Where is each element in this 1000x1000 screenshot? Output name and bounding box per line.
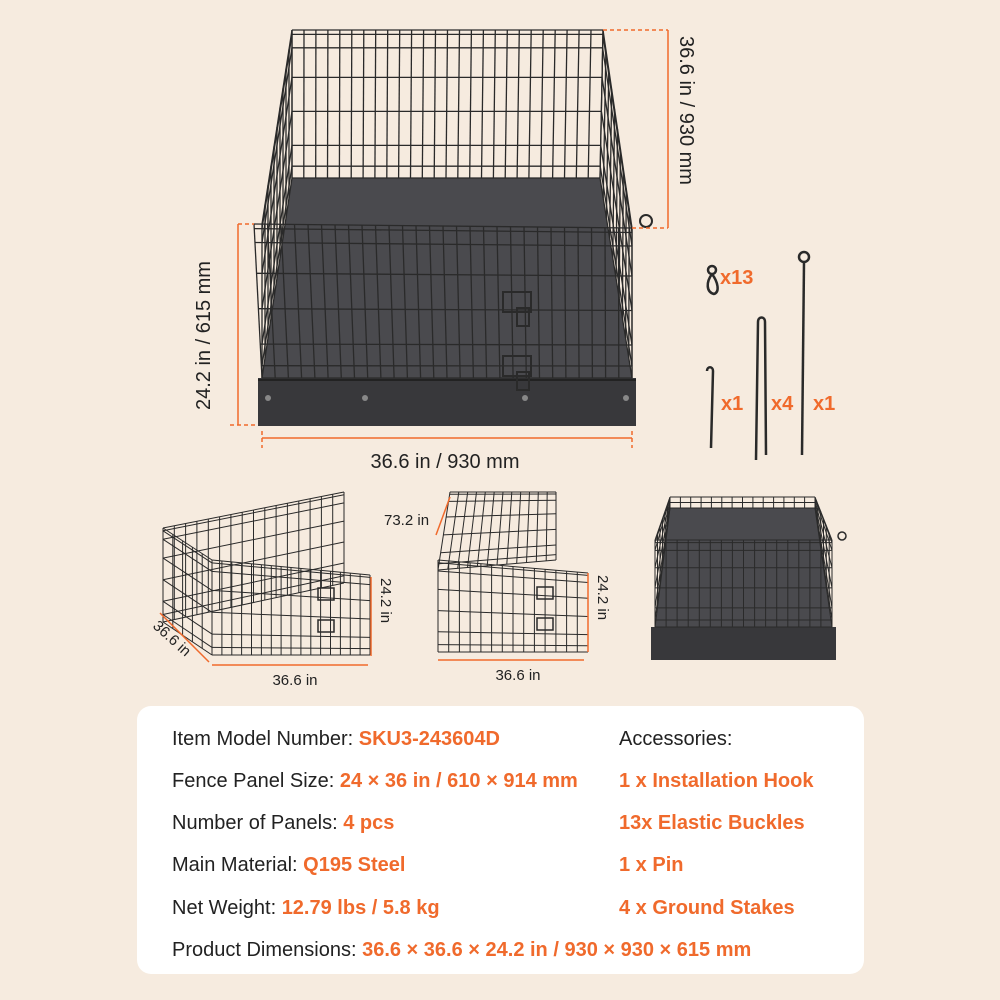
main-side-label: 24.2 in / 615 mm <box>193 261 215 410</box>
spec-weight-label: Net Weight: <box>172 897 282 919</box>
spec-product-dimensions <box>172 939 751 962</box>
hook-count: x1 <box>721 393 744 415</box>
spec-card <box>137 706 864 974</box>
config-long-pen <box>438 492 588 652</box>
accessory-item-hook: 1 x Installation Hook <box>619 770 814 792</box>
spec-product-dimensions-label: Product Dimensions: <box>172 939 363 961</box>
config2-width-label: 36.6 in <box>495 667 541 684</box>
pin-icon <box>799 252 809 455</box>
installation-hook-icon <box>707 367 713 448</box>
config2-top-label: 73.2 in <box>384 512 430 529</box>
spec-panels-value: 4 pcs <box>343 812 395 834</box>
buckle-count: x13 <box>720 267 754 289</box>
config-l-shape <box>163 492 370 655</box>
config2-dimension-lines <box>436 497 588 660</box>
ring-clip <box>640 215 652 227</box>
ground-stake-icon <box>756 318 766 461</box>
main-height-label: 36.6 in / 930 mm <box>675 36 697 185</box>
accessory-item-stakes: 4 x Ground Stakes <box>619 897 795 919</box>
spec-model-label: Item Model Number: <box>172 728 359 750</box>
spec-panels <box>172 812 394 835</box>
tray-base <box>258 378 636 426</box>
config1-height-label: 24.2 in <box>377 578 394 624</box>
stake-count: x4 <box>771 393 794 415</box>
accessory-item-pin: 1 x Pin <box>619 854 684 876</box>
main-width-label: 36.6 in / 930 mm <box>370 451 520 473</box>
spec-model-value: SKU3-243604D <box>358 728 500 750</box>
main-playpen <box>254 30 652 426</box>
elastic-buckle-icon <box>708 266 718 294</box>
pin-count: x1 <box>813 393 836 415</box>
spec-weight-value: 12.79 lbs / 5.8 kg <box>281 897 440 919</box>
back-fence-panel <box>292 30 603 178</box>
spec-material-label: Main Material: <box>172 854 304 876</box>
accessories-heading: Accessories: <box>619 728 733 750</box>
spec-panel-size-label: Fence Panel Size: <box>172 770 340 792</box>
spec-product-dimensions-value: 36.6 × 36.6 × 24.2 in / 930 × 930 × 615 mm <box>362 939 752 961</box>
spec-weight <box>172 897 440 920</box>
config1-width-label: 36.6 in <box>272 672 318 689</box>
spec-material-value: Q195 Steel <box>303 854 406 876</box>
tray-floor <box>262 178 632 378</box>
spec-panels-label: Number of Panels: <box>172 812 344 834</box>
spec-panel-size-value: 24 × 36 in / 610 × 914 mm <box>339 770 578 792</box>
spec-panel-size <box>172 770 578 793</box>
config1-depth-label: 36.6 in <box>149 617 195 661</box>
spec-model <box>172 728 500 751</box>
spec-material <box>172 854 405 877</box>
config2-height-label: 24.2 in <box>594 575 611 621</box>
accessory-item-buckles: 13x Elastic Buckles <box>619 812 805 834</box>
config-small-pen-with-tray <box>651 497 846 660</box>
